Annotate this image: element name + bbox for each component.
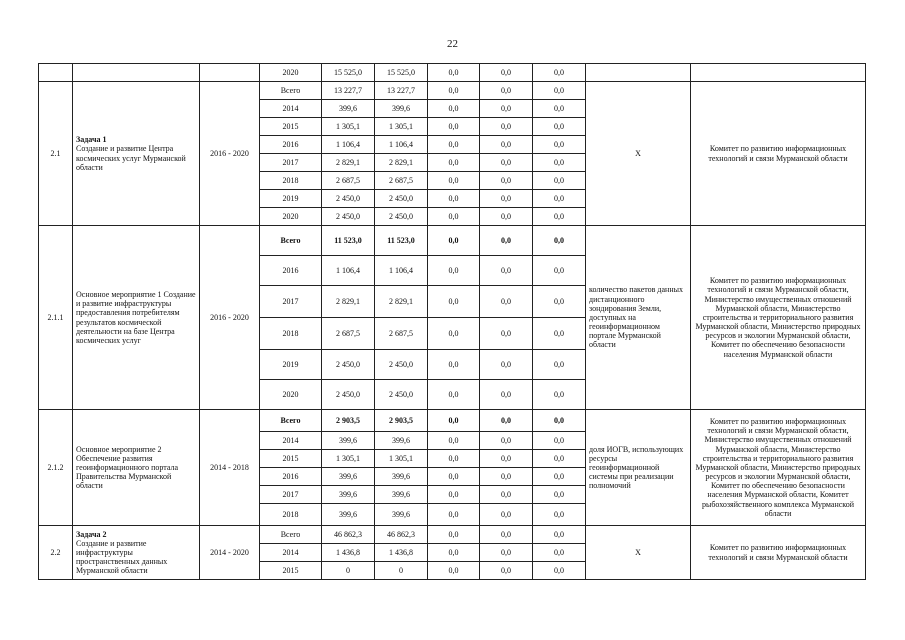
value-cell: 0,0	[480, 154, 533, 172]
executor-cell: Комитет по развитию информационных технологий и связи Мурманской области	[691, 526, 866, 580]
table-row	[39, 64, 866, 82]
value-cell: 0,0	[428, 154, 480, 172]
value-cell: 0,0	[428, 256, 480, 286]
value-cell: 1 305,1	[375, 450, 428, 468]
value-cell: 399,6	[322, 468, 375, 486]
value-cell: 11 523,0	[322, 226, 375, 256]
value-cell: 0,0	[533, 82, 586, 100]
value-cell: 0,0	[428, 432, 480, 450]
value-cell: 2 687,5	[322, 318, 375, 350]
value-cell: 0,0	[480, 318, 533, 350]
indicator-cell	[586, 64, 691, 82]
value-cell: 2 829,1	[322, 154, 375, 172]
value-cell: 0,0	[428, 468, 480, 486]
value-cell: 0,0	[428, 64, 480, 82]
value-cell: 11 523,0	[375, 226, 428, 256]
table-row	[39, 82, 866, 100]
year-cell: 2018	[260, 504, 322, 526]
value-cell: 0,0	[533, 154, 586, 172]
value-cell: 1 305,1	[375, 118, 428, 136]
value-cell: 1 305,1	[322, 118, 375, 136]
implementation-period: 2016 - 2020	[200, 82, 260, 226]
value-cell: 0,0	[533, 562, 586, 580]
value-cell: 0,0	[428, 450, 480, 468]
value-cell: 0,0	[533, 410, 586, 432]
value-cell: 2 450,0	[322, 350, 375, 380]
year-cell: 2019	[260, 350, 322, 380]
value-cell: 13 227,7	[322, 82, 375, 100]
value-cell: 2 687,5	[375, 172, 428, 190]
value-cell: 2 687,5	[322, 172, 375, 190]
value-cell: 0,0	[480, 286, 533, 318]
value-cell: 0,0	[428, 410, 480, 432]
item-name-text: Основное мероприятие 1 Создание и развитие инфраструктуры предоставления потребителям результатов космической деятельности на базе Центра космических услуг	[76, 289, 196, 345]
value-cell: 0,0	[428, 226, 480, 256]
year-cell: 2015	[260, 118, 322, 136]
value-cell: 0,0	[533, 118, 586, 136]
item-name	[73, 526, 200, 580]
value-cell: 2 829,1	[322, 286, 375, 318]
implementation-period: 2014 - 2020	[200, 526, 260, 580]
value-cell: 0,0	[428, 136, 480, 154]
value-cell: 0,0	[533, 504, 586, 526]
indicator-cell: X	[586, 82, 691, 226]
value-cell: 0,0	[533, 286, 586, 318]
value-cell: 2 450,0	[375, 190, 428, 208]
year-cell: 2016	[260, 468, 322, 486]
year-cell: 2018	[260, 172, 322, 190]
value-cell: 0,0	[480, 100, 533, 118]
year-cell: Всего	[260, 226, 322, 256]
value-cell: 0,0	[480, 256, 533, 286]
value-cell: 2 687,5	[375, 318, 428, 350]
value-cell: 0,0	[428, 562, 480, 580]
value-cell: 399,6	[322, 486, 375, 504]
value-cell: 2 829,1	[375, 154, 428, 172]
task-label: Задача 2	[76, 529, 107, 539]
year-cell: 2015	[260, 450, 322, 468]
value-cell: 15 525,0	[375, 64, 428, 82]
value-cell: 2 450,0	[322, 208, 375, 226]
year-cell: 2016	[260, 136, 322, 154]
value-cell: 2 450,0	[375, 208, 428, 226]
value-cell: 0,0	[533, 544, 586, 562]
value-cell: 0,0	[533, 208, 586, 226]
year-cell: 2017	[260, 486, 322, 504]
year-cell: 2020	[260, 64, 322, 82]
page-number: 22	[447, 38, 458, 50]
year-cell: Всего	[260, 410, 322, 432]
value-cell: 0,0	[428, 286, 480, 318]
value-cell: 399,6	[375, 100, 428, 118]
value-cell: 0,0	[480, 172, 533, 190]
implementation-period: 2014 - 2018	[200, 410, 260, 526]
value-cell: 0,0	[480, 350, 533, 380]
value-cell: 0,0	[533, 350, 586, 380]
value-cell: 1 106,4	[375, 136, 428, 154]
item-name	[73, 226, 200, 410]
value-cell: 0,0	[533, 100, 586, 118]
value-cell: 0,0	[428, 82, 480, 100]
implementation-period	[200, 64, 260, 82]
value-cell: 2 829,1	[375, 286, 428, 318]
item-number: 2.1.2	[39, 410, 73, 526]
value-cell: 1 305,1	[322, 450, 375, 468]
value-cell: 0,0	[428, 486, 480, 504]
value-cell: 0,0	[480, 82, 533, 100]
value-cell: 0,0	[428, 544, 480, 562]
value-cell: 0,0	[533, 64, 586, 82]
item-name-text: Создание и развитие инфраструктуры пространственных данных Мурманской области	[76, 538, 168, 576]
value-cell: 0,0	[533, 190, 586, 208]
item-name	[73, 410, 200, 526]
value-cell: 13 227,7	[375, 82, 428, 100]
value-cell: 1 106,4	[322, 136, 375, 154]
item-name-text: Создание и развитие Центра космических услуг Мурманской области	[76, 144, 186, 172]
value-cell: 0,0	[480, 118, 533, 136]
value-cell: 2 450,0	[375, 380, 428, 410]
year-cell: 2017	[260, 286, 322, 318]
value-cell: 2 903,5	[322, 410, 375, 432]
value-cell: 0,0	[428, 350, 480, 380]
item-name-text: Основное мероприятие 2 Обеспечение развития геоинформационного портала Правительства Мурманской области	[76, 444, 179, 491]
indicator-cell: X	[586, 526, 691, 580]
item-number: 2.1	[39, 82, 73, 226]
executor-cell: Комитет по развитию информационных технологий и связи Мурманской области, Министерство имущественных отношений Мурманской области, Министерство строительства и территориального развития Мурманской области, Министерство природных ресурсов и экологии Мурманской области, Комитет по обеспечению безопасности населения Мурманской области, Комитет рыбохозяйственного комплекса Мурманской области	[691, 410, 866, 526]
value-cell: 2 450,0	[322, 380, 375, 410]
value-cell: 2 903,5	[375, 410, 428, 432]
task-label: Задача 1	[76, 135, 107, 145]
value-cell: 399,6	[375, 504, 428, 526]
table-row	[39, 526, 866, 544]
value-cell: 0,0	[428, 172, 480, 190]
year-cell: 2019	[260, 190, 322, 208]
executor-cell	[691, 64, 866, 82]
value-cell: 0,0	[428, 318, 480, 350]
year-cell: 2014	[260, 100, 322, 118]
item-number: 2.2	[39, 526, 73, 580]
executor-cell: Комитет по развитию информационных технологий и связи Мурманской области	[691, 82, 866, 226]
value-cell: 0,0	[533, 136, 586, 154]
value-cell: 399,6	[375, 432, 428, 450]
value-cell: 1 436,8	[375, 544, 428, 562]
year-cell: Всего	[260, 526, 322, 544]
value-cell: 0,0	[480, 526, 533, 544]
year-cell: 2018	[260, 318, 322, 350]
value-cell: 0,0	[480, 226, 533, 256]
value-cell: 1 436,8	[322, 544, 375, 562]
value-cell: 0,0	[480, 380, 533, 410]
value-cell: 0	[322, 562, 375, 580]
value-cell: 0,0	[480, 450, 533, 468]
executor-cell: Комитет по развитию информационных технологий и связи Мурманской области, Министерство имущественных отношений Мурманской области, Министерство строительства и территориального развития Мурманской области, Министерство природных ресурсов и экологии Мурманской области, Комитет по обеспечению безопасности населения Мурманской области	[691, 226, 866, 410]
value-cell: 0,0	[533, 318, 586, 350]
value-cell: 1 106,4	[322, 256, 375, 286]
budget-table	[38, 63, 866, 580]
value-cell: 399,6	[322, 432, 375, 450]
value-cell: 2 450,0	[375, 350, 428, 380]
value-cell: 0,0	[480, 544, 533, 562]
table-row	[39, 410, 866, 432]
item-name	[73, 64, 200, 82]
value-cell: 0,0	[480, 136, 533, 154]
value-cell: 46 862,3	[322, 526, 375, 544]
indicator-cell: доля ИОГВ, использующих ресурсы геоинформационной системы при реализации полномочий	[586, 410, 691, 526]
implementation-period: 2016 - 2020	[200, 226, 260, 410]
value-cell: 0,0	[533, 226, 586, 256]
value-cell: 0,0	[480, 410, 533, 432]
value-cell: 0,0	[533, 486, 586, 504]
value-cell: 2 450,0	[322, 190, 375, 208]
value-cell: 399,6	[322, 504, 375, 526]
table-row	[39, 226, 866, 256]
value-cell: 0,0	[428, 504, 480, 526]
value-cell: 46 862,3	[375, 526, 428, 544]
value-cell: 0,0	[428, 380, 480, 410]
value-cell: 0,0	[428, 208, 480, 226]
year-cell: 2014	[260, 432, 322, 450]
value-cell: 15 525,0	[322, 64, 375, 82]
value-cell: 0,0	[480, 190, 533, 208]
value-cell: 0,0	[533, 526, 586, 544]
value-cell: 1 106,4	[375, 256, 428, 286]
item-name	[73, 82, 200, 226]
year-cell: 2014	[260, 544, 322, 562]
value-cell: 0,0	[428, 526, 480, 544]
item-number	[39, 64, 73, 82]
value-cell: 0,0	[480, 468, 533, 486]
value-cell: 399,6	[375, 486, 428, 504]
value-cell: 0,0	[533, 450, 586, 468]
value-cell: 0,0	[480, 64, 533, 82]
value-cell: 0	[375, 562, 428, 580]
year-cell: 2015	[260, 562, 322, 580]
value-cell: 0,0	[533, 468, 586, 486]
indicator-cell: количество пакетов данных дистанционного зондирования Земли, доступных на геоинформационном портале Мурманской области	[586, 226, 691, 410]
value-cell: 399,6	[375, 468, 428, 486]
item-number: 2.1.1	[39, 226, 73, 410]
value-cell: 0,0	[480, 486, 533, 504]
value-cell: 399,6	[322, 100, 375, 118]
year-cell: 2016	[260, 256, 322, 286]
year-cell: Всего	[260, 82, 322, 100]
value-cell: 0,0	[480, 432, 533, 450]
value-cell: 0,0	[428, 118, 480, 136]
value-cell: 0,0	[533, 380, 586, 410]
value-cell: 0,0	[480, 504, 533, 526]
value-cell: 0,0	[533, 256, 586, 286]
year-cell: 2017	[260, 154, 322, 172]
year-cell: 2020	[260, 380, 322, 410]
value-cell: 0,0	[428, 190, 480, 208]
value-cell: 0,0	[428, 100, 480, 118]
value-cell: 0,0	[480, 208, 533, 226]
value-cell: 0,0	[533, 172, 586, 190]
value-cell: 0,0	[533, 432, 586, 450]
year-cell: 2020	[260, 208, 322, 226]
value-cell: 0,0	[480, 562, 533, 580]
